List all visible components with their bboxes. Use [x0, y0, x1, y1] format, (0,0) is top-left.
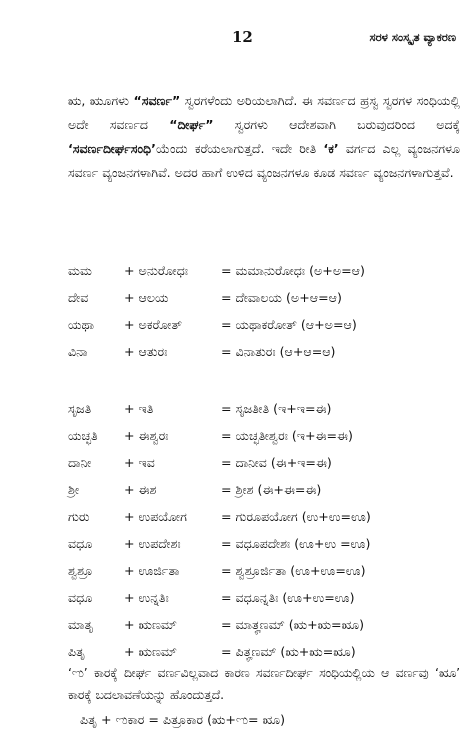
first-word: ಮಮ: [68, 263, 92, 278]
note-paragraph: ‘ಌ’ ಕಾರಕ್ಕೆ ದೀರ್ಘ ವರ್ಣವಿಲ್ಲವಾದ ಕಾರಣ ಸವರ್ಣದೀರ್ಘ ಸಂಧಿಯಲ್ಲಿಯ ಆ ವರ್ಣವು ‘ೠ’ ಕಾರಕ್ಕೆ ಬದಲಾವಣೆಯನ್ನು ಹೊಂದುತ್ತದೆ.: [68, 666, 460, 702]
sandhi-result: = ಸೃಜತೀತಿ (ಇ+ಇ=ಈ): [221, 401, 332, 416]
first-word: ಮಾತೃ: [68, 617, 94, 632]
running-title: ಸರಳ ಸಂಸ್ಕೃತ ವ್ಯಾಕರಣ: [369, 30, 456, 44]
first-word: ವಿನಾ: [68, 344, 88, 359]
second-word: + ಅಕರೋತ್: [124, 317, 183, 332]
first-word: ಯಚ್ಛತಿ: [68, 428, 98, 443]
first-word: ದಾನೀ: [68, 455, 92, 470]
page-header: [0, 28, 474, 50]
second-word: + ಈಶ: [124, 482, 157, 497]
second-word: + ಈಶ್ವರಃ: [124, 428, 169, 443]
first-word: ಗುರು: [68, 509, 90, 524]
second-word: + ಇವ: [124, 455, 155, 470]
sandhi-result: = ದೇವಾಲಯ (ಅ+ಆ=ಆ): [221, 290, 342, 305]
sandhi-result: = ಮಾತೄಣಮ್ (ಋ+ಋ=ೠ): [221, 617, 365, 632]
sandhi-result: = ದಾನೀವ (ಈ+ಇ=ಈ): [221, 455, 332, 470]
sandhi-result: = ಗುರೂಪಯೋಗ (ಉ+ಉ=ಊ): [221, 509, 371, 524]
first-word: ಸೃಜತಿ: [68, 401, 92, 416]
second-word: + ಆತುರಃ: [124, 344, 168, 359]
intro-text-1: ಋ, ಋೂಗಳು: [68, 93, 134, 108]
sandhi-result: = ಪಿತೄಣಮ್ (ಋ+ಋ=ೠ): [221, 644, 356, 659]
intro-text-3: ಸ್ವರಗಳು ಆದೇಶವಾಗಿ ಬರುವುದರಿಂದ ಅದಕ್ಕೆ: [213, 117, 461, 132]
second-word: + ಉಪಯೋಗ: [124, 509, 187, 524]
page-number: 12: [232, 28, 253, 46]
second-word: + ಊರ್ಜಿತಾ: [124, 563, 180, 578]
intro-paragraph: [68, 89, 460, 185]
sandhi-result: = ವಧೂನ್ನತಿಃ (ಊ+ಉ=ಊ): [221, 590, 355, 605]
first-word: ಪಿತೃ: [68, 644, 86, 659]
first-word: ಶ್ರೀ: [68, 482, 80, 497]
intro-text-5: ವರ್ಗದ ಎಲ್ಲ ವ್ಯಂಜನಗಳೂ ಸವರ್ಣ ವ್ಯಂಜನಗಳಾಗಿವೆ. ಅದರ ಹಾಗೆ ಉಳಿದ ವ್ಯಂಜನಗಳೂ ಕೂಡ ಸವರ್ಣ ವ್ಯಂಜನಗಳಾಗುತ್ತವೆ.: [68, 141, 460, 180]
sandhi-result: = ಶ್ರೀಶ (ಈ+ಈ=ಈ): [221, 482, 322, 497]
second-word: + ಋಣಮ್: [124, 617, 177, 632]
sandhi-result: = ವಿನಾತುರಃ (ಆ+ಆ=ಆ): [221, 344, 336, 359]
second-word: + ಅನುರೋಧಃ: [124, 263, 188, 278]
second-word: + ಇತಿ: [124, 401, 154, 416]
intro-bold-sandhi: ‘ಸವರ್ಣದೀರ್ಘಸಂಧಿ’: [68, 141, 156, 156]
sandhi-result: = ಯಚ್ಛತೀಶ್ವರಃ (ಇ+ಈ=ಈ): [221, 428, 353, 443]
first-word: ಶ್ವಶ್ರೂ: [68, 563, 93, 578]
intro-text-2: ಸ್ವರಗಳೆಂದು ಅರಿಯಲಾಗಿದೆ. ಈ ಸವರ್ಣದ ಹ್ರಸ್ವ ಸ್ವರಗಳ ಸಂಧಿಯಲ್ಲಿ ಅದೇ ಸವರ್ಣದ: [68, 93, 460, 132]
first-word: ವಧೂ: [68, 590, 93, 605]
sandhi-result: = ಮಮಾನುರೋಧಃ (ಅ+ಅ=ಆ): [221, 263, 365, 278]
intro-bold-dirgha: “ದೀರ್ಘ”: [169, 117, 214, 132]
first-word: ವಧೂ: [68, 536, 93, 551]
final-formula: ಪಿತೃ + ಌಕಾರ = ಪಿತ್ರೂಕಾರ (ಋ+ಌ= ೠ): [80, 712, 286, 727]
intro-text-4: ಯೆಂದು ಕರೆಯಲಾಗುತ್ತದೆ. ಇದೇ ರೀತಿ: [155, 141, 324, 156]
intro-bold-ka: ‘ಕ’: [323, 141, 339, 156]
sandhi-result: = ವಧೂಪದೇಶಃ (ಊ+ಉ =ಊ): [221, 536, 371, 551]
intro-bold-savarna: “ಸವರ್ಣ”: [133, 93, 181, 108]
sandhi-result: = ಶ್ವಶ್ರೂರ್ಜಿತಾ (ಊ+ಊ=ಊ): [221, 563, 366, 578]
sandhi-result: = ಯಥಾಕರೋತ್ (ಆ+ಅ=ಆ): [221, 317, 357, 332]
second-word: + ಉಪದೇಶಃ: [124, 536, 181, 551]
second-word: + ಉನ್ನತಿಃ: [124, 590, 169, 605]
first-word: ದೇವ: [68, 290, 89, 305]
second-word: + ಆಲಯ: [124, 290, 169, 305]
first-word: ಯಥಾ: [68, 317, 95, 332]
second-word: + ಋಣಮ್: [124, 644, 177, 659]
